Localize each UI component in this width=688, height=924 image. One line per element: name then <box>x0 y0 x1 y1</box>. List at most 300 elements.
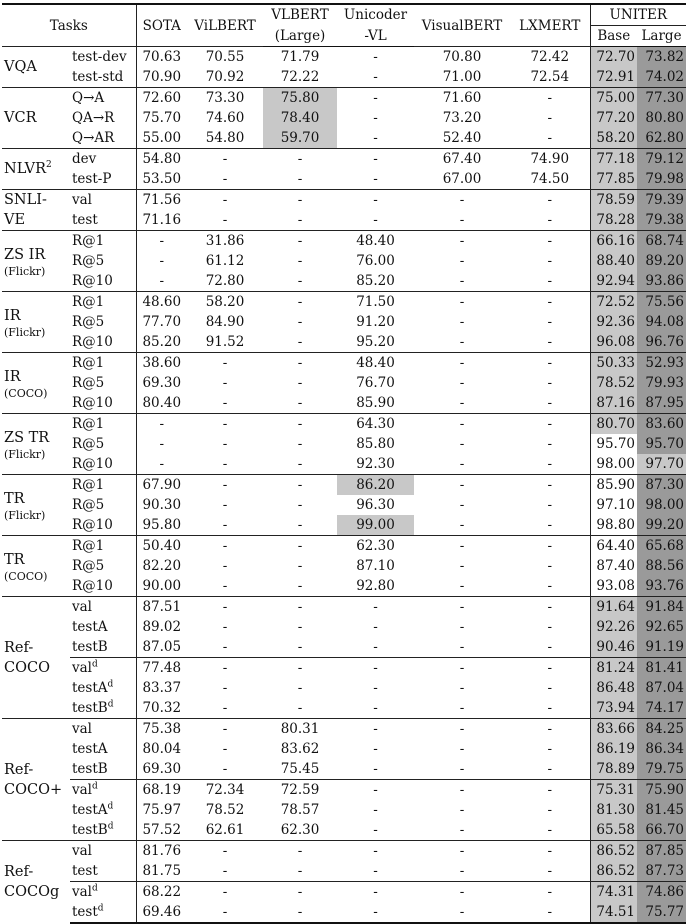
cell-lxmert: - <box>510 475 590 496</box>
cell-vilbert: 61.12 <box>205 253 245 269</box>
cell-lxmert: - <box>510 231 590 252</box>
header-lxmert: LXMERT <box>510 4 590 47</box>
cell-uniter-large: 87.04 <box>637 678 686 698</box>
cell-sota: 70.32 <box>142 700 182 716</box>
cell-vlbert: - <box>297 334 303 350</box>
header-sota: SOTA <box>136 4 187 47</box>
header-uniter: UNITER <box>590 4 686 26</box>
table-row <box>2 353 686 374</box>
cell-vlbert: 62.30 <box>280 822 320 838</box>
cell-lxmert: - <box>510 719 590 740</box>
task-dataset-label: (Flickr) <box>4 508 46 522</box>
cell-unicoder: - <box>373 599 378 615</box>
cell-uniter-base: 78.89 <box>590 759 637 780</box>
task-name <box>2 353 70 414</box>
split-label <box>70 251 136 271</box>
table-row <box>2 454 686 475</box>
cell-sota: - <box>159 273 165 289</box>
cell-lxmert: - <box>510 128 590 149</box>
cell-sota: 87.51 <box>142 599 182 615</box>
cell-uniter-large: 75.56 <box>637 292 686 313</box>
split-name: val <box>72 660 92 676</box>
cell-sota: 80.04 <box>142 741 182 757</box>
cell-visualbert: - <box>459 212 465 228</box>
cell-sota: 55.00 <box>142 130 182 146</box>
cell-uniter-large: 83.60 <box>637 414 686 435</box>
table-row <box>2 536 686 557</box>
table-row <box>2 902 686 923</box>
split-label <box>70 780 136 801</box>
cell-uniter-base: 93.08 <box>596 578 636 594</box>
cell-uniter-large: 89.20 <box>637 251 686 271</box>
cell-uniter-large: 92.65 <box>637 617 686 637</box>
split-label <box>70 536 136 557</box>
cell-vilbert: - <box>222 619 228 635</box>
cell-visualbert: - <box>459 538 465 554</box>
cell-vilbert: - <box>222 456 228 472</box>
table-row <box>2 190 686 211</box>
cell-lxmert: - <box>510 434 590 454</box>
split-label <box>70 231 136 252</box>
cell-sota: - <box>159 436 165 452</box>
task-label: Ref- <box>4 639 34 656</box>
cell-uniter-base: 73.94 <box>590 698 637 719</box>
cell-lxmert: - <box>510 251 590 271</box>
split-label <box>70 414 136 435</box>
table-row <box>2 617 686 637</box>
split-name: test-std <box>72 69 124 85</box>
cell-sota: 68.22 <box>136 882 187 903</box>
split-name: test <box>72 904 98 920</box>
cell-uniter-base: 88.40 <box>590 251 637 271</box>
task-dataset-label: (Flickr) <box>4 264 46 278</box>
split-name: R@1 <box>72 538 105 554</box>
cell-sota: 69.30 <box>142 375 182 391</box>
cell-sota: 90.30 <box>142 497 182 513</box>
cell-visualbert: - <box>459 192 465 208</box>
cell-visualbert: - <box>459 721 465 737</box>
cell-uniter-base: 77.18 <box>590 149 637 170</box>
cell-sota: 81.76 <box>142 843 182 859</box>
split-name: testB <box>72 639 108 655</box>
task-name <box>2 719 70 841</box>
task-name <box>2 88 70 149</box>
cell-visualbert: 71.60 <box>442 90 482 106</box>
task-label-line2: COCO+ <box>4 781 63 798</box>
cell-unicoder: - <box>373 639 378 655</box>
cell-unicoder: - <box>373 680 378 696</box>
header-tasks: Tasks <box>2 4 136 47</box>
split-name: testA <box>72 802 108 818</box>
task-name <box>2 231 70 292</box>
cell-sota: 89.02 <box>142 619 182 635</box>
cell-sota: 71.16 <box>142 212 182 228</box>
cell-vilbert: - <box>222 863 228 879</box>
header-unicoder-vl: -VL <box>337 26 414 47</box>
cell-uniter-base: 74.31 <box>590 882 637 903</box>
cell-uniter-base: 90.46 <box>590 637 637 658</box>
cell-vlbert: - <box>297 639 303 655</box>
cell-uniter-large: 74.17 <box>637 698 686 719</box>
cell-uniter-large: 52.93 <box>637 353 686 374</box>
header-unicoder: Unicoder <box>337 4 414 26</box>
cell-visualbert: - <box>459 741 465 757</box>
cell-visualbert: - <box>459 375 465 391</box>
cell-visualbert: - <box>459 558 465 574</box>
cell-lxmert: - <box>510 332 590 353</box>
cell-unicoder: - <box>373 721 378 737</box>
cell-vlbert: - <box>297 416 303 432</box>
cell-vlbert: 80.31 <box>280 721 320 737</box>
header-large: Large <box>637 26 686 47</box>
header-vilbert: ViLBERT <box>187 4 263 47</box>
task-label: SNLI- <box>4 192 47 208</box>
split-label <box>70 88 136 109</box>
task-superscript: 2 <box>46 160 52 171</box>
cell-visualbert: - <box>459 497 465 513</box>
split-label <box>70 190 136 211</box>
table-body <box>2 47 686 924</box>
cell-lxmert: - <box>510 576 590 597</box>
cell-lxmert: - <box>510 393 590 414</box>
cell-unicoder: - <box>373 863 378 879</box>
cell-unicoder: 95.20 <box>356 334 395 350</box>
cell-uniter-large: 74.02 <box>637 67 686 88</box>
split-superscript: d <box>92 883 98 894</box>
split-superscript: d <box>107 699 114 710</box>
table-row <box>2 292 686 313</box>
cell-visualbert: - <box>459 253 465 269</box>
cell-vilbert: - <box>222 517 228 533</box>
split-label <box>70 169 136 190</box>
table-row <box>2 515 686 536</box>
cell-lxmert: - <box>510 841 590 862</box>
cell-vlbert: - <box>263 882 337 903</box>
split-name: R@10 <box>72 517 113 533</box>
cell-uniter-base: 92.36 <box>590 312 637 332</box>
cell-vilbert: 72.34 <box>187 780 263 801</box>
cell-visualbert: 52.40 <box>442 130 482 146</box>
split-name: R@5 <box>72 253 105 269</box>
cell-uniter-large: 96.76 <box>637 332 686 353</box>
cell-sota: 87.05 <box>142 639 182 655</box>
cell-uniter-large: 98.00 <box>637 495 686 515</box>
cell-sota: - <box>159 233 165 249</box>
split-name: R@1 <box>72 294 105 310</box>
cell-lxmert: - <box>510 373 590 393</box>
cell-unicoder: - <box>373 130 378 146</box>
cell-unicoder: - <box>373 49 378 65</box>
task-name <box>2 597 70 719</box>
cell-lxmert: - <box>510 454 590 475</box>
cell-lxmert: - <box>510 495 590 515</box>
cell-vilbert: - <box>222 558 228 574</box>
task-name <box>2 190 70 231</box>
cell-uniter-large: 91.84 <box>637 597 686 618</box>
cell-sota: 70.63 <box>142 49 182 65</box>
cell-vlbert: - <box>297 436 303 452</box>
cell-vilbert: - <box>222 578 228 594</box>
cell-uniter-large: 79.93 <box>637 373 686 393</box>
task-label-line2: COCOg <box>4 884 60 900</box>
cell-vilbert: - <box>222 680 228 696</box>
cell-lxmert: - <box>510 292 590 313</box>
split-label <box>70 47 136 68</box>
cell-vlbert: - <box>297 212 303 228</box>
cell-lxmert: - <box>510 556 590 576</box>
split-label <box>70 67 136 88</box>
cell-uniter-large: 88.56 <box>637 556 686 576</box>
cell-unicoder: - <box>373 761 378 777</box>
table-row <box>2 210 686 231</box>
split-superscript: d <box>107 679 114 690</box>
cell-lxmert: 72.54 <box>510 67 590 88</box>
cell-uniter-large: 87.85 <box>637 841 686 862</box>
cell-vlbert: - <box>297 355 303 371</box>
cell-visualbert: - <box>414 882 510 903</box>
cell-vlbert: - <box>263 658 337 679</box>
cell-uniter-large: 75.90 <box>637 780 686 801</box>
cell-sota: 80.40 <box>142 395 182 411</box>
table-row <box>2 698 686 719</box>
cell-uniter-base: 74.51 <box>590 902 637 923</box>
cell-sota: 38.60 <box>142 355 182 371</box>
cell-vilbert: - <box>222 538 228 554</box>
cell-sota: 50.40 <box>142 538 182 554</box>
cell-uniter-large: 81.45 <box>637 800 686 820</box>
cell-visualbert: - <box>459 802 465 818</box>
table-row <box>2 414 686 435</box>
cell-uniter-large: 79.98 <box>637 169 686 190</box>
cell-vilbert: - <box>222 212 228 228</box>
split-name: val <box>72 884 92 900</box>
cell-vlbert: 78.57 <box>280 802 320 818</box>
cell-vlbert: - <box>297 578 303 594</box>
split-label <box>70 556 136 576</box>
cell-uniter-base: 81.30 <box>590 800 637 820</box>
cell-uniter-base: 98.80 <box>596 517 636 533</box>
table-row <box>2 169 686 190</box>
task-label-line2: COCO <box>4 659 50 676</box>
cell-vilbert: - <box>222 151 228 167</box>
table-row <box>2 882 686 903</box>
task-name <box>2 475 70 536</box>
split-superscript: d <box>92 781 98 792</box>
cell-uniter-base: 85.90 <box>596 477 636 493</box>
header-vlbert: VLBERT <box>263 4 337 26</box>
cell-visualbert: - <box>459 273 465 289</box>
cell-uniter-base: 86.52 <box>590 841 637 862</box>
split-name: dev <box>72 151 97 167</box>
cell-vilbert: 78.52 <box>205 802 245 818</box>
cell-uniter-base: 87.16 <box>590 393 637 414</box>
cell-unicoder: - <box>373 802 378 818</box>
task-dataset-label: (Flickr) <box>4 325 46 339</box>
cell-unicoder: 91.20 <box>356 314 395 330</box>
cell-visualbert: - <box>459 395 465 411</box>
cell-unicoder: 85.80 <box>356 436 395 452</box>
cell-lxmert: - <box>510 861 590 882</box>
cell-uniter-base: 78.28 <box>590 210 637 231</box>
table-row <box>2 373 686 393</box>
cell-uniter-base: 87.40 <box>596 558 636 574</box>
split-label <box>70 353 136 374</box>
split-name: R@10 <box>72 395 113 411</box>
split-name: R@1 <box>72 233 105 249</box>
split-label <box>70 698 136 719</box>
cell-vilbert: 70.92 <box>205 69 245 85</box>
cell-sota: 85.20 <box>142 334 182 350</box>
cell-uniter-base: 92.26 <box>590 617 637 637</box>
cell-visualbert: - <box>459 294 465 310</box>
cell-unicoder: - <box>373 192 378 208</box>
split-name: R@10 <box>72 334 113 350</box>
header-visualbert: VisualBERT <box>414 4 510 47</box>
cell-vlbert: - <box>297 517 303 533</box>
cell-lxmert: - <box>510 800 590 820</box>
split-name: R@5 <box>72 497 105 513</box>
cell-uniter-large: 79.12 <box>637 149 686 170</box>
cell-uniter-large: 99.20 <box>637 515 686 536</box>
cell-uniter-base: 81.24 <box>590 658 637 679</box>
cell-vilbert: - <box>222 843 228 859</box>
table-row <box>2 128 686 149</box>
cell-vilbert: 58.20 <box>205 294 245 310</box>
cell-vilbert: - <box>222 477 228 493</box>
cell-vilbert: - <box>222 741 228 757</box>
split-name: R@1 <box>72 355 105 371</box>
split-name: val <box>72 782 92 798</box>
cell-lxmert: - <box>510 271 590 292</box>
cell-unicoder: 99.00 <box>337 515 414 536</box>
cell-visualbert: 67.00 <box>442 171 482 187</box>
cell-lxmert: - <box>510 882 590 903</box>
split-label <box>70 454 136 475</box>
cell-uniter-large: 81.41 <box>637 658 686 679</box>
cell-visualbert: 71.00 <box>442 69 482 85</box>
cell-uniter-large: 87.73 <box>637 861 686 882</box>
cell-vilbert: - <box>222 355 228 371</box>
table-row <box>2 658 686 679</box>
table-row <box>2 312 686 332</box>
cell-unicoder: - <box>337 882 414 903</box>
cell-vlbert: 59.70 <box>263 128 337 149</box>
cell-unicoder: - <box>373 741 378 757</box>
split-label <box>70 128 136 149</box>
cell-vlbert: - <box>297 273 303 289</box>
split-label <box>70 393 136 414</box>
cell-visualbert: - <box>459 456 465 472</box>
cell-uniter-large: 74.86 <box>637 882 686 903</box>
table-row <box>2 251 686 271</box>
cell-vilbert: 84.90 <box>205 314 245 330</box>
split-name: QA→R <box>72 110 115 126</box>
split-label <box>70 495 136 515</box>
split-superscript: d <box>92 659 98 670</box>
cell-uniter-base: 75.31 <box>590 780 637 801</box>
split-name: Q→A <box>72 90 105 106</box>
cell-uniter-large: 95.70 <box>637 434 686 454</box>
split-label <box>70 637 136 658</box>
cell-vlbert: - <box>297 294 303 310</box>
split-label <box>70 312 136 332</box>
task-label: IR <box>4 368 21 385</box>
cell-unicoder: - <box>373 171 378 187</box>
cell-sota: 83.37 <box>142 680 182 696</box>
cell-vilbert: - <box>222 171 228 187</box>
split-label <box>70 841 136 862</box>
cell-sota: 69.46 <box>136 902 187 923</box>
cell-vilbert: - <box>222 416 228 432</box>
cell-unicoder: - <box>337 658 414 679</box>
task-dataset-label: (COCO) <box>4 386 48 400</box>
task-name <box>2 536 70 597</box>
cell-vlbert: 72.22 <box>280 69 320 85</box>
cell-visualbert: - <box>459 599 465 615</box>
split-name: testB <box>72 761 108 777</box>
cell-vlbert: 75.80 <box>263 88 337 109</box>
task-label: IR <box>4 307 21 324</box>
cell-unicoder: 48.40 <box>356 233 395 249</box>
split-name: test-P <box>72 171 112 187</box>
cell-sota: 54.80 <box>142 151 182 167</box>
cell-uniter-base: 64.40 <box>596 538 636 554</box>
cell-uniter-large: 79.75 <box>637 759 686 780</box>
cell-uniter-base: 91.64 <box>590 597 637 618</box>
table-row <box>2 67 686 88</box>
split-label <box>70 882 136 903</box>
cell-vilbert: - <box>222 639 228 655</box>
cell-uniter-base: 50.33 <box>590 353 637 374</box>
table-row <box>2 475 686 496</box>
cell-vlbert: - <box>297 314 303 330</box>
cell-uniter-large: 68.74 <box>637 231 686 252</box>
cell-vilbert: - <box>222 375 228 391</box>
split-superscript: d <box>97 903 104 914</box>
split-label <box>70 475 136 496</box>
cell-vlbert: - <box>297 558 303 574</box>
split-label <box>70 759 136 780</box>
cell-uniter-base: 86.19 <box>590 739 637 759</box>
table-row <box>2 149 686 170</box>
cell-unicoder: - <box>373 619 378 635</box>
cell-unicoder: 64.30 <box>356 416 395 432</box>
table-row <box>2 861 686 882</box>
cell-sota: 77.48 <box>136 658 187 679</box>
cell-uniter-base: 86.48 <box>590 678 637 698</box>
cell-uniter-large: 94.08 <box>637 312 686 332</box>
cell-vilbert: - <box>222 436 228 452</box>
cell-uniter-large: 75.77 <box>637 902 686 923</box>
cell-unicoder: - <box>337 780 414 801</box>
split-name: testB <box>72 822 108 838</box>
task-label: VQA <box>4 59 37 75</box>
cell-vlbert: 75.45 <box>280 761 320 777</box>
cell-unicoder: 76.00 <box>356 253 395 269</box>
cell-visualbert: - <box>459 416 465 432</box>
cell-lxmert: - <box>510 536 590 557</box>
cell-sota: 69.30 <box>142 761 182 777</box>
cell-uniter-base: 66.16 <box>590 231 637 252</box>
cell-unicoder: 92.30 <box>356 456 395 472</box>
table-row <box>2 108 686 128</box>
cell-vilbert: 31.86 <box>205 233 245 249</box>
cell-vlbert: 78.40 <box>263 108 337 128</box>
table-row <box>2 800 686 820</box>
cell-visualbert: - <box>459 680 465 696</box>
cell-unicoder: - <box>373 822 378 838</box>
split-label <box>70 597 136 618</box>
